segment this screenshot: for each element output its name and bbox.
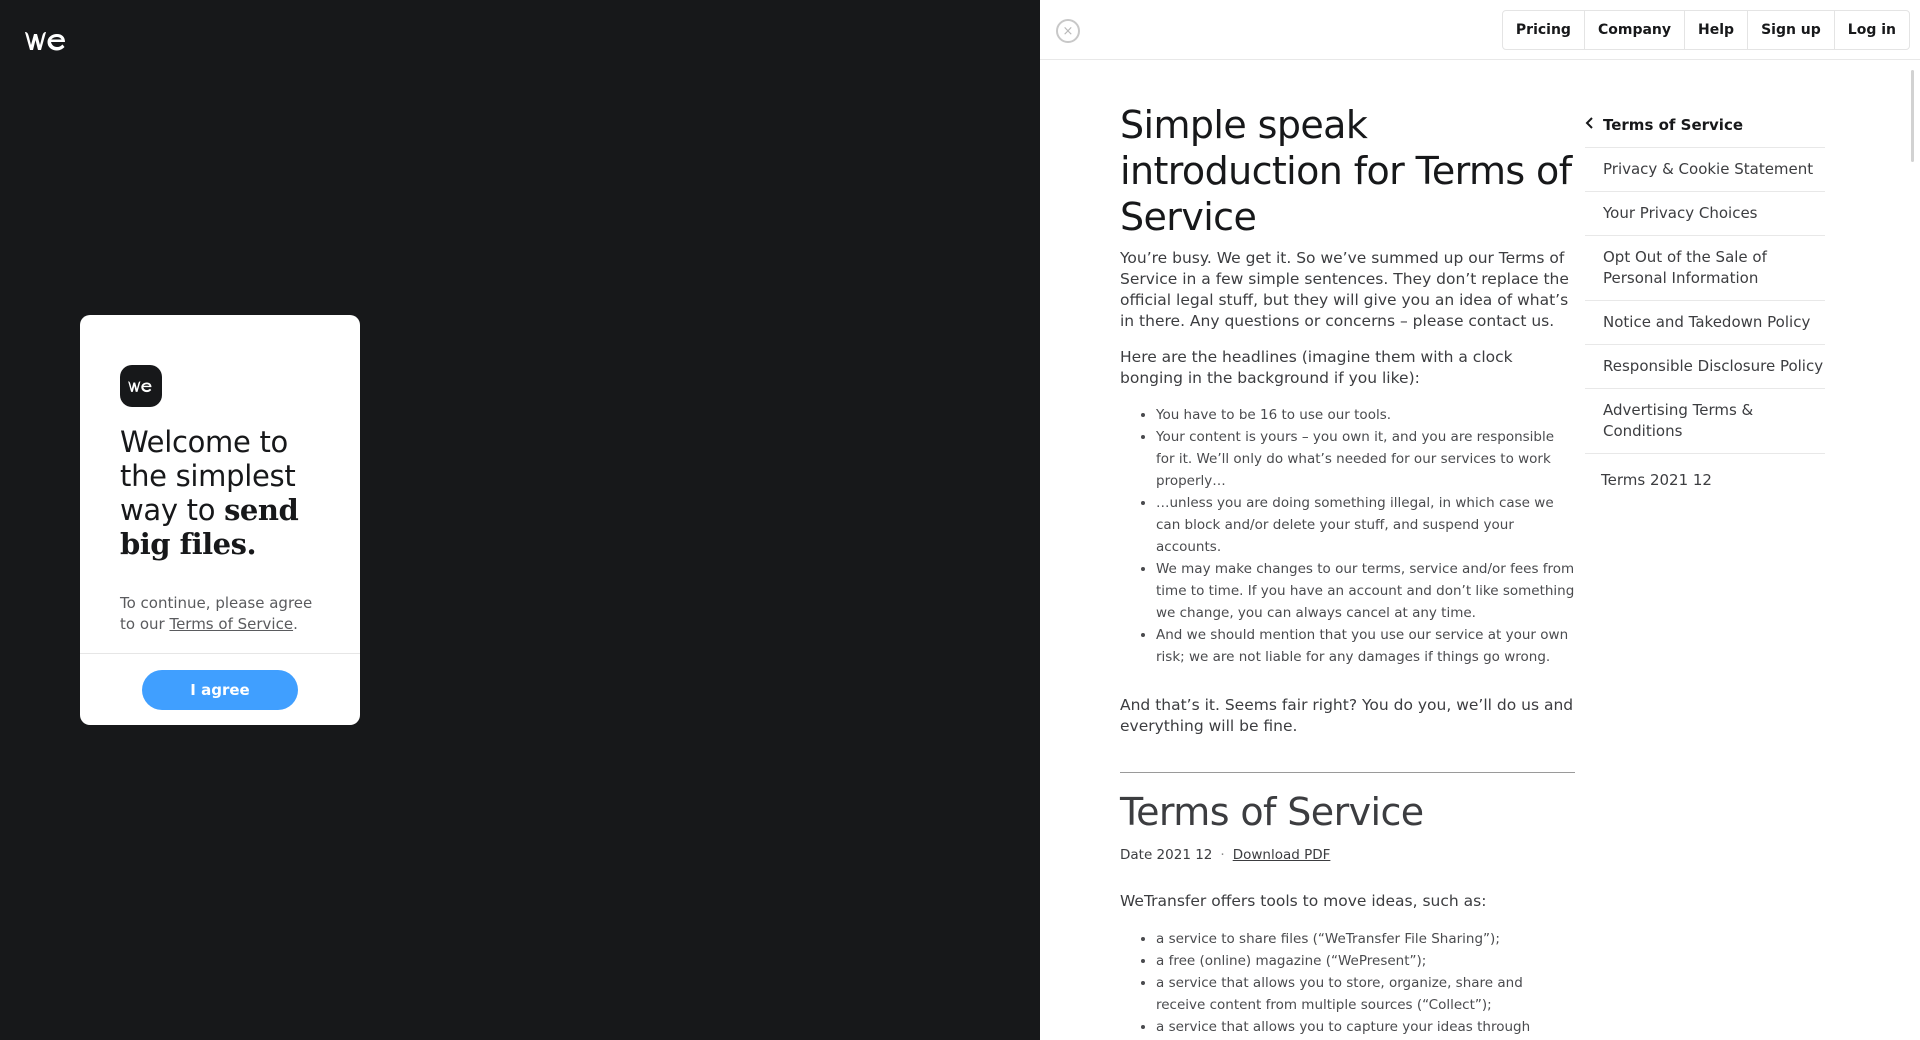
side-item-terms-of-service[interactable] [1585,113,1825,148]
terms-link[interactable]: Terms of Service [169,615,294,633]
list-item: • Your content is yours – you own it, and you are responsible for it. We’ll only do what’s needed for our services to work properly… [1156,426,1575,492]
terms-version-link[interactable]: Terms 2021 12 [1601,471,1712,489]
tos-meta [1120,847,1575,863]
card-text-end: . [293,615,298,633]
card-text [120,593,330,635]
legal-side-menu [1585,113,1825,489]
side-item-advertising[interactable]: Advertising Terms & Conditions [1585,389,1825,454]
nav-company[interactable]: Company [1584,11,1684,49]
terms-panel [1040,0,1920,1040]
card-title-text: Welcome to the simplest way to [120,425,296,527]
card-title [120,425,330,561]
terms-agreement-card [80,315,360,725]
side-item-takedown[interactable]: Notice and Takedown Policy [1585,301,1825,345]
list-item: • You have to be 16 to use our tools. [1156,404,1575,426]
side-item-label: Terms of Service [1603,116,1744,134]
intro-title: Simple speak introduction for Terms of Service [1120,103,1572,239]
side-item-privacy-choices[interactable]: Your Privacy Choices [1585,192,1825,236]
card-title-bold: send big files. [120,493,299,561]
nav-pricing[interactable]: Pricing [1515,22,1571,38]
list-item: • We may make changes to our terms, service and/or fees from time to time. If you have an account and don’t like something we change, you can always cancel at any time. [1156,558,1575,624]
agree-button[interactable]: I agree [142,670,298,710]
nav-help[interactable]: Help [1684,11,1747,49]
side-item-privacy[interactable]: Privacy & Cookie Statement [1585,148,1825,192]
chevron-left-icon [1585,115,1603,136]
nav-log-in[interactable]: Log in [1834,11,1909,49]
intro-outro: And that’s it. Seems fair right? You do you, we’ll do us and everything will be fine. [1120,696,1574,735]
tos-heading: Terms of Service [1120,790,1424,834]
list-item: • And we should mention that you use our service at your own risk; we are not liable for any damages if things go wrong. [1156,624,1575,668]
intro-paragraph: You’re busy. We get it. So we’ve summed up our Terms of Service in a few simple sentences. They don’t replace the official legal stuff, but they will give you an idea of what’s in there. Any questions or concerns – please contact us. [1120,249,1569,330]
we-logo-icon[interactable] [24,28,70,52]
list-item: • a service to share files (“WeTransfer File Sharing”); [1156,928,1575,950]
we-logo-icon [120,365,162,407]
tos-date: Date 2021 12 [1120,847,1213,863]
panel-topbar [1040,0,1920,60]
close-icon[interactable]: × [1056,19,1080,43]
top-nav [1502,10,1910,50]
nav-sign-up[interactable]: Sign up [1747,11,1834,49]
list-item: • a free (online) magazine (“WePresent”); [1156,950,1575,972]
tos-intro: WeTransfer offers tools to move ideas, such as: [1120,892,1487,910]
scrollbar[interactable] [1911,70,1914,162]
list-item: • …unless you are doing something illegal, in which case we can block and/or delete your stuff, and suspend your accounts. [1156,492,1575,558]
section-divider [1120,772,1575,773]
side-item-disclosure[interactable]: Responsible Disclosure Policy [1585,345,1825,389]
card-text-lead: To continue, please agree to our [120,594,313,633]
tools-list [1120,928,1575,1038]
side-item-opt-out[interactable]: Opt Out of the Sale of Personal Information [1585,236,1825,301]
card-divider [80,653,360,654]
terms-content [1120,102,1575,1038]
list-item: • a service that allows you to capture your ideas through [1156,1016,1575,1038]
list-item: • a service that allows you to store, organize, share and receive content from multiple sources (“Collect”); [1156,972,1575,1016]
intro-headlines-paragraph: Here are the headlines (imagine them with a clock bonging in the background if you like): [1120,348,1513,387]
headline-list [1120,404,1575,668]
download-pdf-link[interactable]: Download PDF [1232,847,1331,863]
meta-separator: · [1220,847,1225,863]
